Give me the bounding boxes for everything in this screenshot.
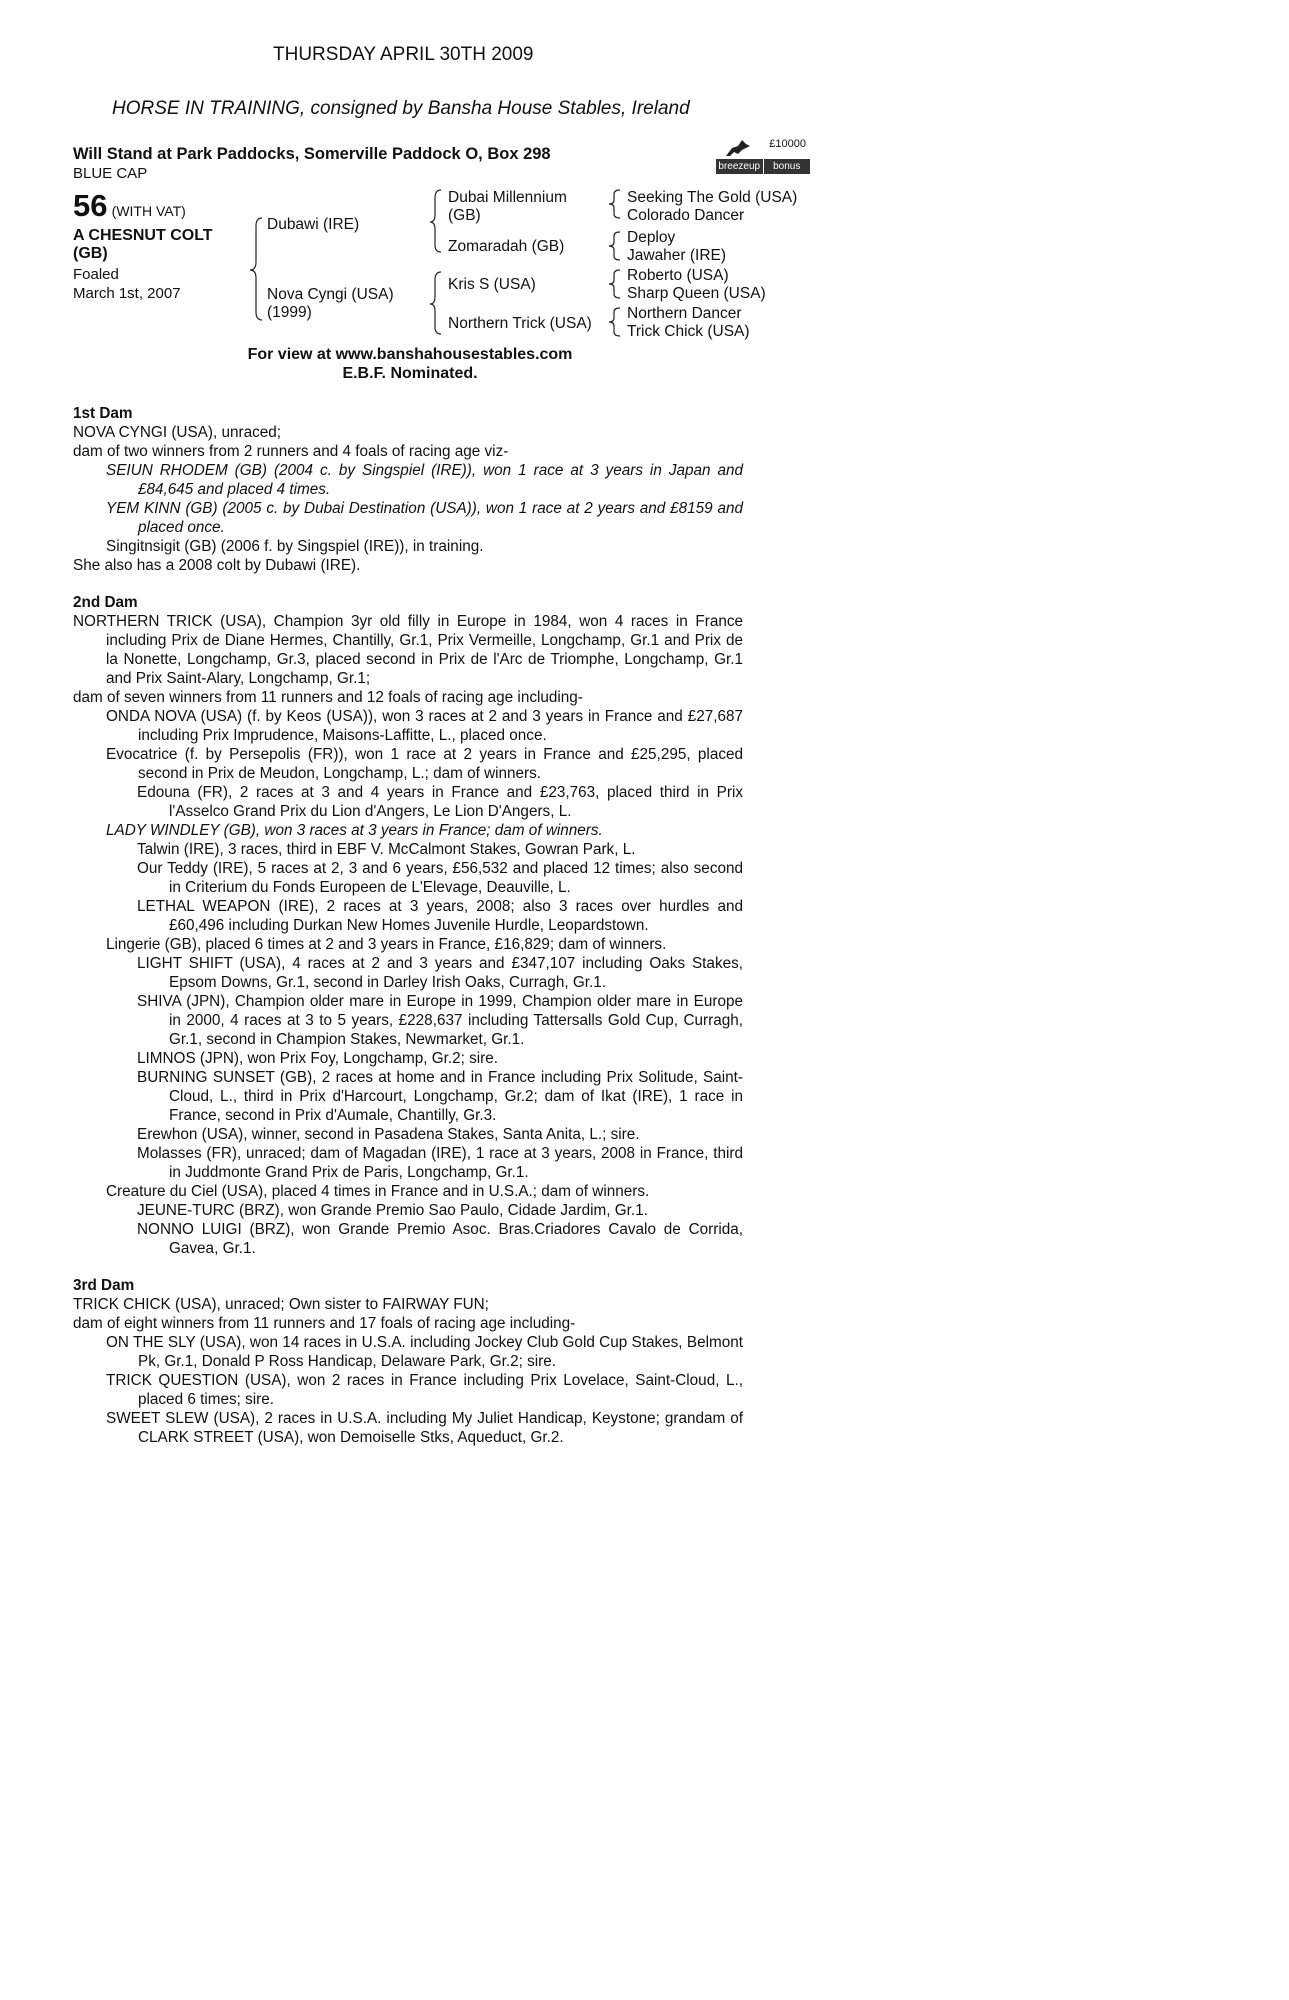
- dam-entry: NORTHERN TRICK (USA), Champion 3yr old filly in Europe in 1984, won 4 races in France including Prix de Diane Hermes, Chantilly, Gr.1, Prix Vermeille, Longchamp, Gr.1 and Prix de la Nonette, Longchamp, Gr.3, placed second in Prix de l'Arc de Triomphe, Longchamp, Gr.1 and Prix Saint-Alary, Longchamp, Gr.1;: [73, 613, 743, 687]
- progeny-entry: Edouna (FR), 2 races at 3 and 4 years in France and £23,763, placed third in Prix l'Asselco Grand Prix du Lion d'Angers, Le Lion D'Angers, L.: [137, 784, 743, 820]
- progeny-entry: LETHAL WEAPON (IRE), 2 races at 3 years, 2008; also 3 races over hurdles and £60,496 including Durkan New Homes Juvenile Hurdle, Leopardstown.: [137, 898, 743, 934]
- pedigree-ggs: Seeking The Gold (USA): [627, 189, 798, 206]
- dam-entry: NOVA CYNGI (USA), unraced;: [73, 424, 281, 441]
- progeny-entry: Molasses (FR), unraced; dam of Magadan (IRE), 1 race at 3 years, 2008 in France, third in Juddmonte Grand Prix de Paris, Longchamp, Gr.1.: [137, 1145, 743, 1181]
- progeny-entry: Lingerie (GB), placed 6 times at 2 and 3 years in France, £16,829; dam of winners.: [106, 936, 667, 953]
- badge-label-breezeup: breezeup: [718, 161, 761, 172]
- view-info: [210, 345, 610, 383]
- progeny-entry: JEUNE-TURC (BRZ), won Grande Premio Sao Paulo, Cidade Jardim, Gr.1.: [137, 1202, 648, 1219]
- dam-summary: dam of seven winners from 11 runners and 12 foals of racing age including-: [73, 689, 583, 706]
- progeny-entry: ONDA NOVA (USA) (f. by Keos (USA)), won 3 races at 2 and 3 years in France and £27,687 including Prix Imprudence, Maisons-Laffitte, L., placed once.: [106, 708, 743, 744]
- section-heading-1st-dam: 1st Dam: [73, 405, 133, 422]
- vat-note: (WITH VAT): [111, 203, 186, 219]
- progeny-entry: Singitnsigit (GB) (2006 f. by Singspiel (IRE)), in training.: [106, 538, 484, 555]
- pedigree-ggd: Jawaher (IRE): [627, 247, 727, 264]
- section-heading-3rd-dam: 3rd Dam: [73, 1277, 135, 1294]
- progeny-entry: LIGHT SHIFT (USA), 4 races at 2 and 3 years and £347,107 including Oaks Stakes, Epsom Downs, Gr.1, second in Darley Irish Oaks, Curragh, Gr.1.: [137, 955, 743, 991]
- progeny-entry: YEM KINN (GB) (2005 c. by Dubai Destination (USA)), won 1 race at 2 years and £8159 and placed once.: [106, 500, 743, 536]
- progeny-entry: ON THE SLY (USA), won 14 races in U.S.A. including Jockey Club Gold Cup Stakes, Belmont Pk, Gr.1, Donald P Ross Handicap, Delaware Park, Gr.2; sire.: [106, 1334, 743, 1370]
- progeny-entry: LIMNOS (JPN), won Prix Foy, Longchamp, Gr.2; sire.: [137, 1050, 499, 1067]
- progeny-entry: LADY WINDLEY (GB), won 3 races at 3 years in France; dam of winners.: [106, 822, 603, 839]
- dam-summary: dam of eight winners from 11 runners and 17 foals of racing age including-: [73, 1315, 576, 1332]
- description-line: A CHESNUT COLT: [73, 227, 213, 244]
- ebf-nominated: E.B.F. Nominated.: [342, 365, 478, 382]
- progeny-entry: TRICK QUESTION (USA), won 2 races in France including Prix Lovelace, Saint-Cloud, L., placed 6 times; sire.: [106, 1372, 743, 1408]
- cap-colour: BLUE CAP: [73, 165, 148, 182]
- section-heading-2nd-dam: 2nd Dam: [73, 594, 138, 611]
- pedigree-ggd: Trick Chick (USA): [627, 323, 750, 340]
- pedigree-sire: Dubawi (IRE): [267, 216, 360, 233]
- pedigree-name: (GB): [448, 207, 481, 224]
- pedigree-dam: [267, 286, 394, 322]
- pedigree-name: Dubai Millennium: [448, 189, 567, 206]
- view-website: For view at www.banshahousestables.com: [247, 346, 573, 363]
- badge-label-bonus: bonus: [763, 159, 811, 174]
- progeny-entry: SWEET SLEW (USA), 2 races in U.S.A. including My Juliet Handicap, Keystone; grandam of CLARK STREET (USA), won Demoiselle Stks, Aqueduct, Gr.2.: [106, 1410, 743, 1446]
- sale-date: THURSDAY APRIL 30TH 2009: [273, 44, 534, 65]
- description-line: (GB): [73, 245, 108, 262]
- pedigree-ggd: Sharp Queen (USA): [627, 285, 766, 302]
- pedigree-dam-name: Nova Cyngi (USA): [267, 286, 394, 303]
- stand-location: Will Stand at Park Paddocks, Somerville Paddock O, Box 298: [73, 145, 551, 163]
- dam-summary: dam of two winners from 2 runners and 4 foals of racing age viz-: [73, 443, 509, 460]
- progeny-entry: Creature du Ciel (USA), placed 4 times in France and in U.S.A.; dam of winners.: [106, 1183, 650, 1200]
- progeny-note: She also has a 2008 colt by Dubawi (IRE).: [73, 557, 361, 574]
- catalogue-body: [73, 404, 743, 1447]
- pedigree-sire-dam: Zomaradah (GB): [448, 238, 565, 255]
- pedigree-ggd: Colorado Dancer: [627, 207, 745, 224]
- pedigree-ggs: Deploy: [627, 229, 676, 246]
- pedigree-dam-year: (1999): [267, 304, 312, 321]
- progeny-entry: NONNO LUIGI (BRZ), won Grande Premio Asoc. Bras.Criadores Cavalo de Corrida, Gavea, Gr.1.: [137, 1221, 743, 1257]
- pedigree-ggs: Roberto (USA): [627, 267, 729, 284]
- lot-number: 56: [73, 188, 108, 223]
- progeny-entry: Erewhon (USA), winner, second in Pasadena Stakes, Santa Anita, L.; sire.: [137, 1126, 640, 1143]
- dam-entry: TRICK CHICK (USA), unraced; Own sister to FAIRWAY FUN;: [73, 1296, 489, 1313]
- pedigree-dam-sire: Kris S (USA): [448, 276, 536, 293]
- progeny-entry: Talwin (IRE), 3 races, third in EBF V. McCalmont Stakes, Gowran Park, L.: [137, 841, 636, 858]
- pedigree-ggs: Northern Dancer: [627, 305, 742, 322]
- pedigree-dam-dam: Northern Trick (USA): [448, 315, 592, 332]
- progeny-entry: Evocatrice (f. by Persepolis (FR)), won 1 race at 2 years in France and £25,295, placed second in Prix de Meudon, Longchamp, L.; dam of winners.: [106, 746, 743, 782]
- pedigree-sire-sire: [448, 189, 567, 225]
- progeny-entry: SHIVA (JPN), Champion older mare in Europe in 1999, Champion older mare in Europe in 2000, 4 races at 3 to 5 years, £228,637 including Tattersalls Gold Cup, Curragh, Gr.1, second in Champion Stakes, Newmarket, Gr.1.: [137, 993, 743, 1048]
- foaled-date: March 1st, 2007: [73, 285, 181, 302]
- consignment-line: HORSE IN TRAINING, consigned by Bansha House Stables, Ireland: [112, 98, 690, 119]
- badge-amount: £10000: [769, 138, 806, 150]
- foaled-label: Foaled: [73, 266, 119, 283]
- progeny-entry: Our Teddy (IRE), 5 races at 2, 3 and 6 years, £56,532 and placed 12 times; also second in Criterium du Fonds Europeen de L'Elevage, Deauville, L.: [137, 860, 743, 896]
- progeny-entry: BURNING SUNSET (GB), 2 races at home and in France including Prix Solitude, Saint-Cloud, L., third in Prix d'Harcourt, Longchamp, Gr.2; dam of Ikat (IRE), 1 race in France, second in Prix d'Aumale, Chantilly, Gr.3.: [137, 1069, 743, 1124]
- progeny-entry: SEIUN RHODEM (GB) (2004 c. by Singspiel (IRE)), won 1 race at 3 years in Japan and £84,645 and placed 4 times.: [106, 462, 743, 498]
